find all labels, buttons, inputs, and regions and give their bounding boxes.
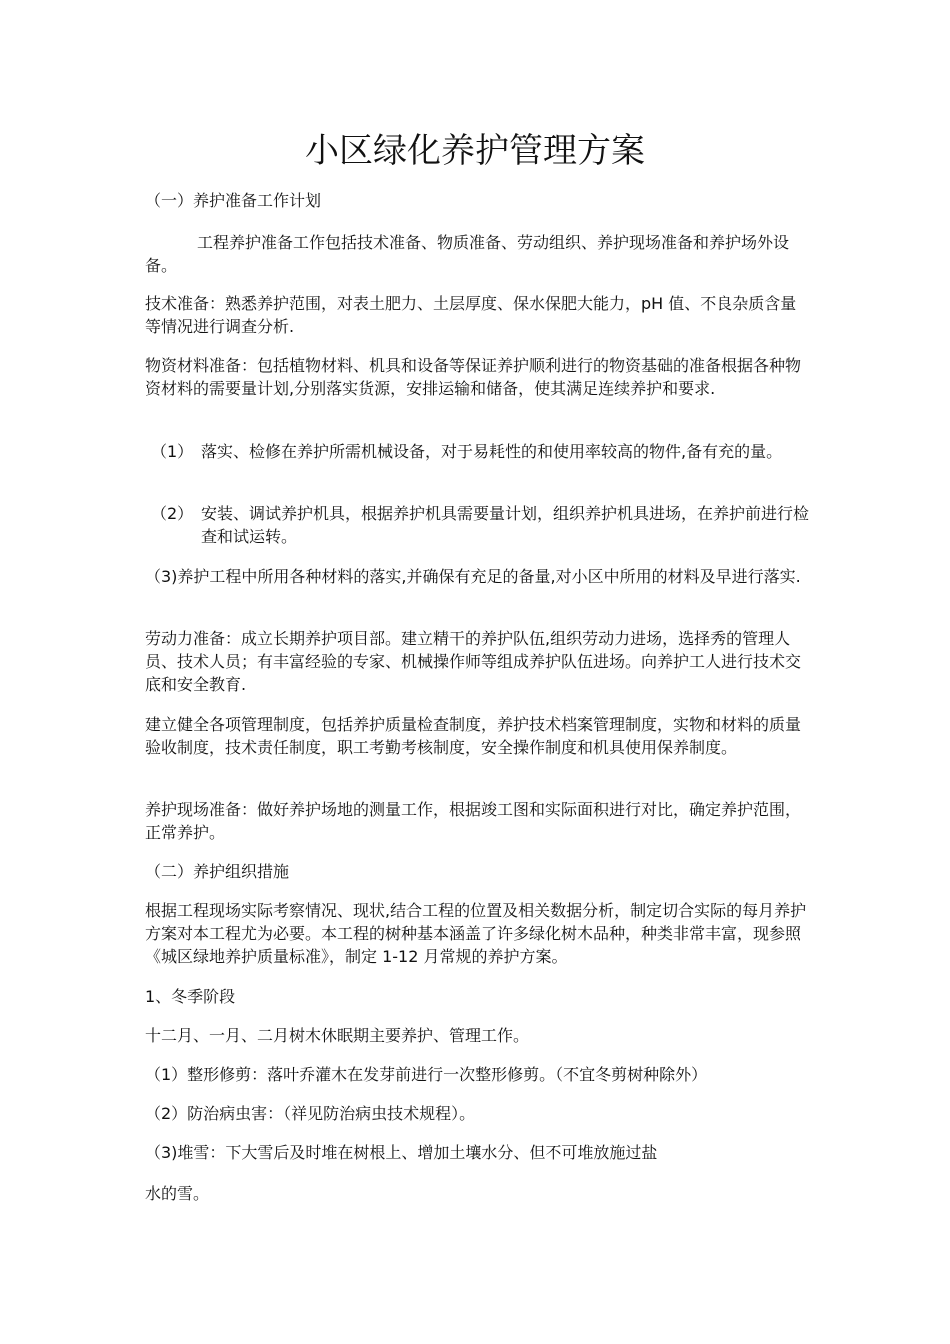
list-item-text: 安装、调试养护机具，根据养护机具需要量计划，组织养护机具进场，在养护前进行检查和试运转。	[201, 504, 810, 546]
paragraph-labor-prep: 劳动力准备：成立长期养护项目部。建立精干的养护队伍,组织劳动力进场，选择秀的管理人员、技术人员；有丰富经验的专家、机械操作师等组成养护队伍进场。向养护工人进行技术交底和安全教育.	[145, 629, 802, 694]
winter-item-3: （3)堆雪：下大雪后及时堆在树根上、增加土壤水分、但不可堆放施过盐	[145, 1143, 658, 1162]
paragraph-item-3: （3)养护工程中所用各种材料的落实,并确保有充足的备量,对小区中所用的材料及早进行落实.	[145, 567, 801, 586]
document-title: 小区绿化养护管理方案	[305, 131, 645, 171]
paragraph-basis: 根据工程现场实际考察情况、现状,结合工程的位置及相关数据分析，制定切合实际的每月养护方案对本工程尤为必要。本工程的树种基本涵盖了许多绿化树木品种，种类非常丰富，现参照《城区绿地养护质量标准》，制定 1-12 月常规的养护方案。	[145, 901, 807, 966]
section-heading-2: （二）养护组织措施	[145, 862, 290, 881]
list-item-number: （2）	[151, 504, 194, 523]
list-item-number: （1）	[151, 442, 194, 461]
section-heading-1: （一）养护准备工作计划	[145, 191, 322, 210]
paragraph-winter: 十二月、一月、二月树木休眠期主要养护、管理工作。	[145, 1026, 530, 1045]
subheading-winter: 1、冬季阶段	[145, 987, 236, 1006]
winter-item-3-continued: 水的雪。	[145, 1184, 210, 1203]
list-item-text: 落实、检修在养护所需机械设备，对于易耗性的和使用率较高的物件,备有充的量。	[201, 442, 783, 461]
list-item	[145, 440, 810, 463]
paragraph-material-prep: 物资材料准备：包括植物材料、机具和设备等保证养护顺利进行的物资基础的准备根据各种物资材料的需要量计划,分别落实货源，安排运输和储备，使其满足连续养护和要求.	[145, 356, 802, 398]
paragraph-management-system: 建立健全各项管理制度，包括养护质量检查制度，养护技术档案管理制度，实物和材料的质量验收制度，技术责任制度，职工考勤考核制度，安全操作制度和机具使用保养制度。	[145, 715, 802, 757]
winter-item-2: （2）防治病虫害：（祥见防治病虫技术规程）。	[145, 1104, 476, 1123]
paragraph-site-prep: 养护现场准备：做好养护场地的测量工作，根据竣工图和实际面积进行对比，确定养护范围，正常养护。	[145, 800, 802, 842]
paragraph-tech-prep: 技术准备：熟悉养护范围，对表土肥力、土层厚度、保水保肥大能力，pH 值、不良杂质含量等情况进行调查分析.	[145, 294, 797, 336]
list-item	[145, 502, 810, 548]
winter-item-1: （1）整形修剪：落叶乔灌木在发芽前进行一次整形修剪。（不宜冬剪树种除外）	[145, 1065, 708, 1084]
paragraph-intro: 工程养护准备工作包括技术准备、物质准备、劳动组织、养护现场准备和养护场外设备。	[145, 233, 790, 275]
